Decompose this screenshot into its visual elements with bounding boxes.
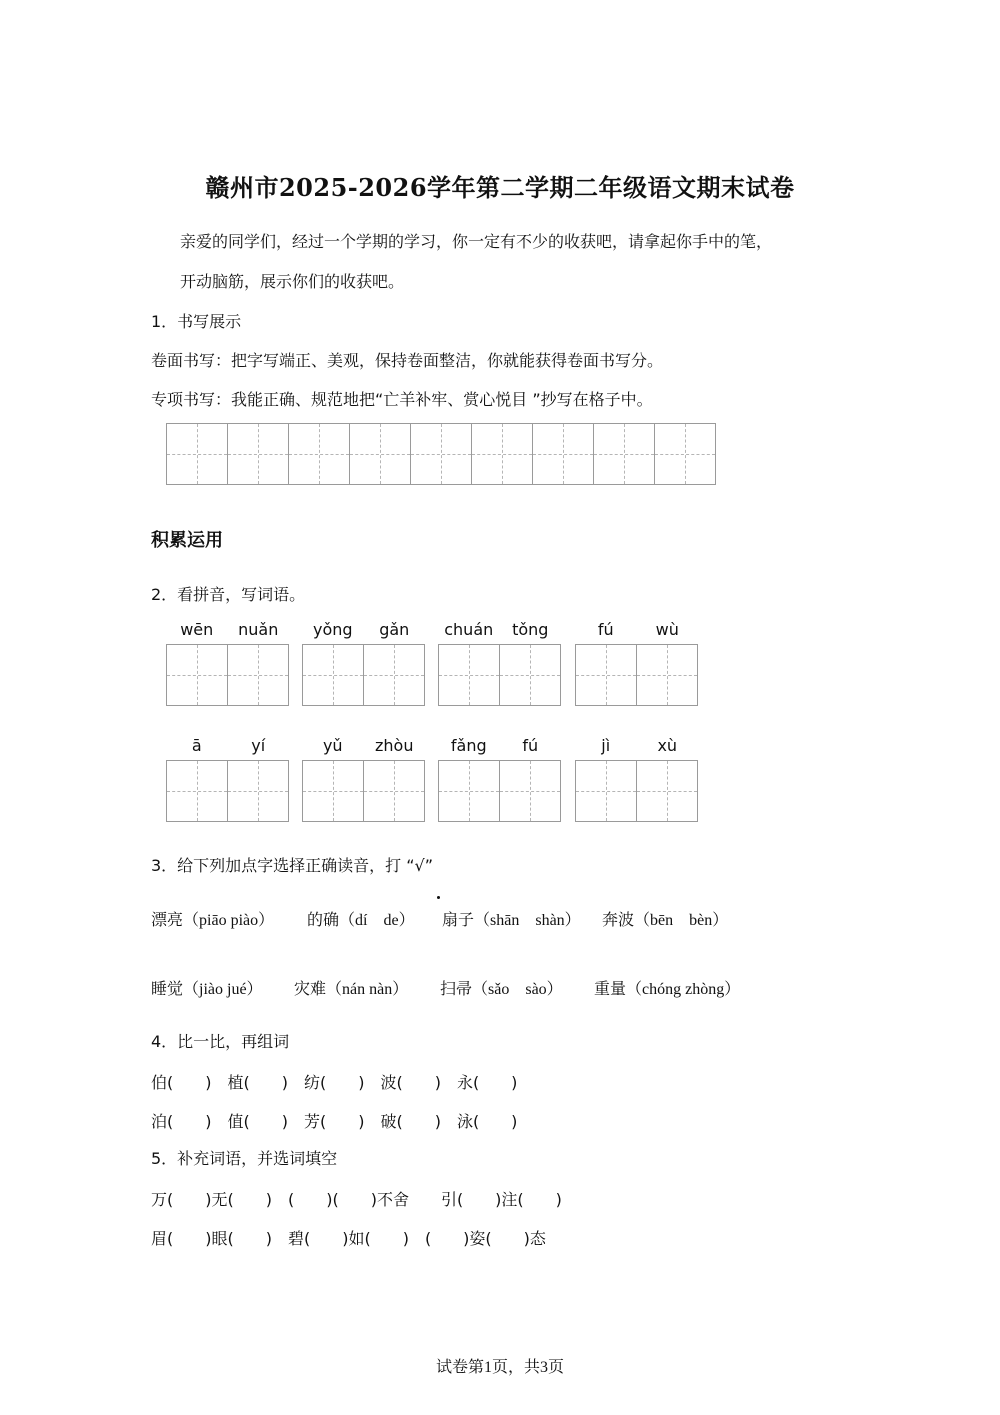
pinyin-label: jì bbox=[601, 736, 611, 755]
grid-cell[interactable] bbox=[471, 423, 533, 485]
q3-word: 的确 bbox=[307, 910, 340, 929]
q3-options: （bēn bèn） bbox=[634, 912, 729, 929]
q3-item[interactable] bbox=[151, 907, 274, 930]
q1-heading: 1．书写展示 bbox=[151, 312, 242, 331]
q1-line-2: 专项书写：我能正确、规范地把“亡羊补牢、赏心悦目 ”抄写在格子中。 bbox=[151, 390, 653, 409]
q3-options: （jiào jué） bbox=[183, 981, 263, 998]
grid-cell[interactable] bbox=[636, 644, 698, 706]
q1-writing-grid[interactable] bbox=[166, 423, 716, 485]
q2-heading: 2．看拼音，写词语。 bbox=[151, 585, 306, 604]
pinyin-label: fú bbox=[597, 620, 614, 639]
grid-cell[interactable] bbox=[302, 644, 364, 706]
intro-line-1: 亲爱的同学们，经过一个学期的学习，你一定有不少的收获吧，请拿起你手中的笔， bbox=[180, 232, 773, 251]
pinyin-label: wù bbox=[655, 620, 679, 639]
q3-options: （shān shàn） bbox=[474, 912, 581, 929]
q3-word: 睡觉 bbox=[151, 979, 184, 998]
pinyin-label: xù bbox=[657, 736, 678, 755]
pinyin-group[interactable] bbox=[166, 736, 289, 822]
grid-cell[interactable] bbox=[166, 423, 228, 485]
q3-word: 扫帚 bbox=[440, 979, 473, 998]
grid-cell[interactable] bbox=[636, 760, 698, 822]
pinyin-label: tǒng bbox=[512, 620, 549, 639]
grid-cell[interactable] bbox=[532, 423, 594, 485]
q4-row-2[interactable]: 泊( ) 值( ) 芳( ) 破( ) 泳( ) bbox=[151, 1112, 518, 1131]
q3-item[interactable] bbox=[440, 976, 563, 999]
q3-options: （nán nàn） bbox=[326, 981, 409, 998]
q4-row-1[interactable]: 伯( ) 植( ) 纺( ) 波( ) 永( ) bbox=[151, 1073, 518, 1092]
pinyin-label: wēn bbox=[180, 620, 214, 639]
q3-options: （piāo piào） bbox=[183, 912, 275, 929]
q3-item[interactable] bbox=[602, 907, 728, 930]
q4-heading: 4．比一比，再组词 bbox=[151, 1032, 290, 1051]
q3-word: 灾难 bbox=[294, 979, 327, 998]
pinyin-label: chuán bbox=[444, 620, 494, 639]
grid-cell[interactable] bbox=[166, 644, 228, 706]
grid-cell[interactable] bbox=[593, 423, 655, 485]
pinyin-label: ā bbox=[191, 736, 202, 755]
pinyin-label: yí bbox=[251, 736, 266, 755]
grid-cell[interactable] bbox=[575, 760, 637, 822]
q3-options: （chóng zhòng） bbox=[626, 981, 741, 998]
grid-cell[interactable] bbox=[288, 423, 350, 485]
q3-item[interactable] bbox=[442, 907, 581, 930]
q3-word: 奔波 bbox=[602, 910, 635, 929]
pinyin-group[interactable] bbox=[575, 736, 698, 822]
q5-heading: 5．补充词语，并选词填空 bbox=[151, 1149, 338, 1168]
pinyin-label: nuǎn bbox=[238, 620, 279, 639]
q3-word: 重量 bbox=[594, 979, 627, 998]
q5-row-2[interactable]: 眉( )眼( ) 碧( )如( ) ( )姿( )态 bbox=[151, 1229, 546, 1248]
intro-line-2: 开动脑筋，展示你们的收获吧。 bbox=[180, 272, 405, 291]
grid-cell[interactable] bbox=[227, 423, 289, 485]
pinyin-group[interactable] bbox=[438, 736, 561, 822]
grid-cell[interactable] bbox=[349, 423, 411, 485]
section-heading: 积累运用 bbox=[151, 530, 223, 551]
pinyin-label: fǎng bbox=[450, 736, 487, 755]
page-footer: 试卷第1页，共3页 bbox=[435, 1359, 564, 1376]
emphasis-dot bbox=[437, 896, 440, 899]
q5-row-1[interactable]: 万( )无( ) ( )( )不舍 引( )注( ) bbox=[151, 1190, 562, 1209]
pinyin-group[interactable] bbox=[302, 736, 425, 822]
pinyin-label: yǔ bbox=[322, 736, 343, 755]
pinyin-label: fú bbox=[522, 736, 539, 755]
pinyin-group[interactable] bbox=[166, 620, 289, 706]
page-title: 赣州市2025-2026学年第二学期二年级语文期末试卷 bbox=[205, 173, 795, 202]
grid-cell[interactable] bbox=[499, 644, 561, 706]
pinyin-group[interactable] bbox=[575, 620, 698, 706]
grid-cell[interactable] bbox=[438, 760, 500, 822]
q3-options: （sǎo sào） bbox=[472, 981, 563, 998]
q3-heading: 3．给下列加点字选择正确读音，打 “√” bbox=[151, 856, 434, 875]
q3-word: 扇子 bbox=[442, 910, 475, 929]
grid-cell[interactable] bbox=[654, 423, 716, 485]
pinyin-label: gǎn bbox=[379, 620, 410, 639]
pinyin-group[interactable] bbox=[302, 620, 425, 706]
q3-item[interactable] bbox=[151, 976, 263, 999]
grid-cell[interactable] bbox=[302, 760, 364, 822]
grid-cell[interactable] bbox=[410, 423, 472, 485]
q3-item[interactable] bbox=[294, 976, 408, 999]
q3-options: （dí de） bbox=[339, 912, 415, 929]
grid-cell[interactable] bbox=[363, 760, 425, 822]
grid-cell[interactable] bbox=[499, 760, 561, 822]
pinyin-group[interactable] bbox=[438, 620, 561, 706]
grid-cell[interactable] bbox=[227, 760, 289, 822]
grid-cell[interactable] bbox=[575, 644, 637, 706]
q3-item[interactable] bbox=[307, 907, 415, 930]
pinyin-label: zhòu bbox=[375, 736, 414, 755]
q3-word: 漂亮 bbox=[151, 910, 184, 929]
grid-cell[interactable] bbox=[227, 644, 289, 706]
q1-line-1: 卷面书写：把字写端正、美观，保持卷面整洁，你就能获得卷面书写分。 bbox=[151, 351, 664, 370]
grid-cell[interactable] bbox=[166, 760, 228, 822]
grid-cell[interactable] bbox=[363, 644, 425, 706]
grid-cell[interactable] bbox=[438, 644, 500, 706]
q3-item[interactable] bbox=[594, 976, 740, 999]
pinyin-label: yǒng bbox=[312, 620, 353, 639]
